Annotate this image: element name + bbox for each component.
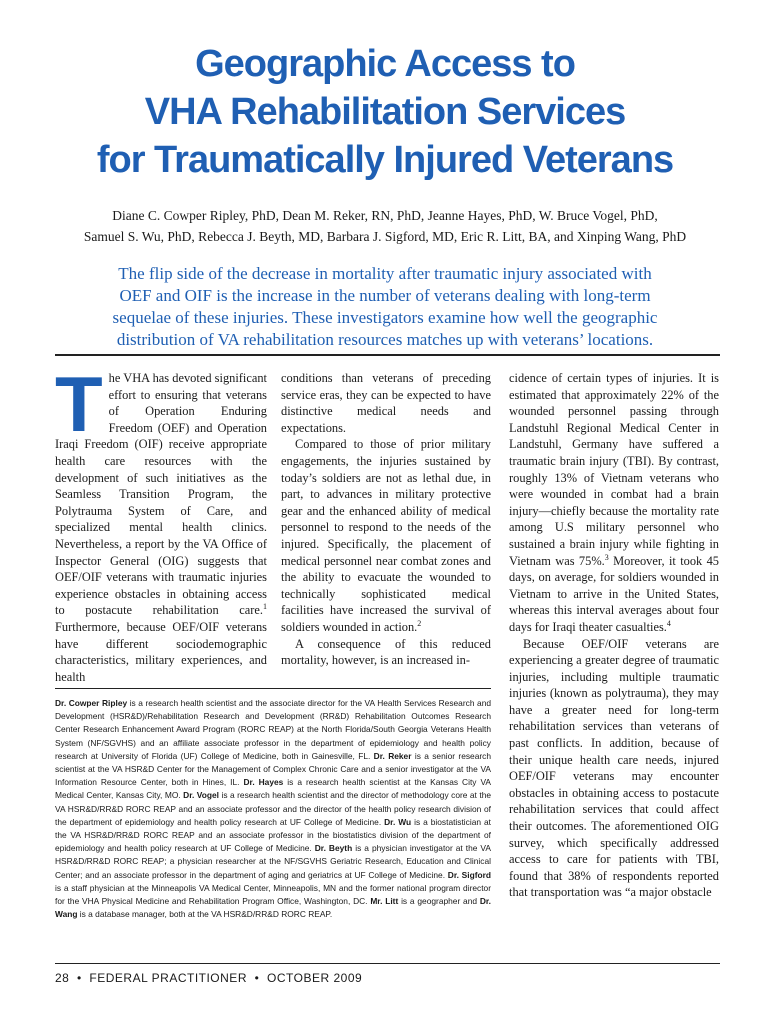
- reference-marker: 2: [417, 618, 422, 628]
- body-paragraph: [509, 370, 719, 636]
- bio-text: is a database manager, both at the VA HSR&D/RR&D RORC REAP.: [77, 909, 333, 920]
- author-bio: [55, 697, 491, 921]
- article-title: [0, 40, 770, 184]
- page-footer: [55, 971, 362, 985]
- deck-line-2: OEF and OIF is the increase in the number of veterans dealing with long-term: [119, 286, 651, 305]
- article-deck: [20, 263, 750, 351]
- bio-name: Mr. Litt: [370, 896, 399, 907]
- body-text: Moreover, it took 45 days, on average, for soldiers wounded in Vietnam to arrive in the United States, whereas this interval averages about four days for Iraqi theater casualties.: [509, 553, 719, 634]
- footer-divider: [55, 963, 720, 964]
- authors-line-1: Diane C. Cowper Ripley, PhD, Dean M. Reker, RN, PhD, Jeanne Hayes, PhD, W. Bruce Vogel, PhD,: [112, 208, 658, 223]
- body-paragraph: [281, 436, 491, 635]
- body-column-3: [509, 370, 719, 901]
- body-paragraph: [55, 360, 267, 685]
- authors-line-2: Samuel S. Wu, PhD, Rebecca J. Beyth, MD, Barbara J. Sigford, MD, Eric R. Litt, BA, and Xinping Wang, PhD: [83, 229, 687, 244]
- title-line-1: Geographic Access to: [195, 43, 575, 85]
- bio-name: Dr. Vogel: [183, 790, 219, 801]
- page-number: 28: [55, 971, 70, 985]
- journal-name: FEDERAL PRACTITIONER: [89, 971, 247, 985]
- body-column-1: [55, 360, 267, 685]
- bio-text: is a biostatistician at the VA HSR&D/RR&D RORC REAP and an associate professor in the biostatistics division of the department of epidemiology and health policy research at UF College of Medicine.: [55, 816, 491, 854]
- reference-marker: 4: [666, 618, 671, 628]
- bio-name: Dr. Beyth: [314, 843, 353, 854]
- bio-text: is a physician investigator at the VA HSR&D/RR&D RORC REAP; a physician researcher at the NF/SGVHS Geriatric Research, Education and Clinical Center; and an associate professor in the department of aging and geriatrics at UF College of Medicine.: [55, 843, 491, 880]
- body-paragraph: conditions than veterans of preceding service eras, they can be expected to have distinctive medical needs and expectations.: [281, 371, 491, 435]
- footer-separator: •: [254, 971, 260, 985]
- title-line-2: VHA Rehabilitation Services: [144, 91, 626, 133]
- body-text: he VHA has devoted significant effort to ensuring that veterans of Operation Enduring Freedom (OEF) and Operation Iraqi Freedom (OIF) receive appropriate health care resources with the development of such initiatives as the Seamless Transition Program, the Polytrauma System of Care, and specialized mental health clinics. Nevertheless, a report by the VA Office of Inspector General (OIG) suggests that OEF/OIF veterans with traumatic injuries experience obstacles in obtaining access to postacute rehabilitation care.: [55, 371, 267, 618]
- author-list: [20, 205, 750, 247]
- bio-name: Dr. Wu: [384, 816, 412, 827]
- bio-text: is a research health scientist at the Kansas City VA Medical Center, Kansas City, MO.: [55, 777, 491, 801]
- bio-text: is a senior research scientist at the VA HSR&D Center for the Management of Complex Chronic Care and a senior investigator at the VA Information Resource Center, both in Hines, IL.: [55, 750, 491, 788]
- deck-line-3: sequelae of these injuries. These investigators examine how well the geographic: [112, 308, 658, 327]
- body-text: cidence of certain types of injuries. It is estimated that approximately 22% of the wounded personnel passing through Landstuhl Regional Medical Center in Landstuhl, Germany have suffered a traumatic brain injury (TBI). By contrast, roughly 13% of Vietnam veterans who were wounded in combat had a brain injury—chiefly because the mortality rate among U.S military personnel who sustained a brain injury while fighting in Vietnam was 75%.: [509, 371, 719, 568]
- deck-line-4: distribution of VA rehabilitation resources matches up with veterans’ locations.: [116, 330, 654, 349]
- issue-date: OCTOBER 2009: [267, 971, 363, 985]
- top-divider: [55, 354, 720, 356]
- footer-separator: •: [77, 971, 82, 985]
- bio-text: is a research health scientist and the director of methodology core at the VA HSR&D/RR&D RORC REAP and an associate professor and the director of the health policy research division of the department of epidemiology and health policy research at UF College of Medicine.: [55, 790, 492, 827]
- bio-name: Dr. Cowper Ripley: [55, 698, 128, 708]
- body-paragraph: A consequence of this reduced mortality, however, is an increased in-: [281, 636, 491, 668]
- title-line-3: for Traumatically Injured Veterans: [96, 139, 674, 181]
- bio-name: Dr. Hayes: [243, 777, 284, 788]
- body-column-2: [281, 370, 491, 669]
- bio-name: Dr. Wang: [55, 896, 491, 920]
- bio-text: is a staff physician at the Minneapolis VA Medical Center, Minneapolis, MN and the former national program director for the VHA Physical Medicine and Rehabilitation Program Office, Washington, DC.: [55, 882, 491, 907]
- body-text: Furthermore, because OEF/OIF veterans have different sociodemographic characteristics, military experiences, and health: [55, 619, 267, 684]
- bio-text: is a research health scientist and the associate director for the VA Health Services Research and Development (HSR&D)/Rehabilitation Research and Development (RR&D) Rehabilitation Outcomes Research Center Research Enhancement Award Program (RORC REAP) at the North Florida/South Georgia Veterans Health System (NF/SGVHS) and an affiliate associate professor in the department of epidemiology and health policy research at University of Florida (UF) College of Medicine, both in Gainesville, FL.: [55, 698, 492, 761]
- deck-line-1: The flip side of the decrease in mortality after traumatic injury associated with: [118, 264, 652, 283]
- drop-cap: T: [55, 360, 103, 448]
- bio-divider: [55, 688, 491, 689]
- reference-marker: 1: [263, 602, 267, 612]
- body-paragraph: Because OEF/OIF veterans are experiencing a greater degree of traumatic injuries, including multiple traumatic injuries (known as polytrauma), they may have a greater need for long-term rehabilitation services than veterans of past conflicts. In addition, because of their unique health care needs, injured OEF/OIF veterans may encounter obstacles in obtaining access to postacute rehabilitation services that could affect their outcomes. The aforementioned OIG survey, which specifically addressed access to care for patients with TBI, found that 38% of respondents reported that transportation was “a major obstacle: [509, 636, 719, 900]
- body-text: Compared to those of prior military engagements, the injuries sustained by today’s soldiers are not as lethal due, in part, to advances in military protective gear and the enhanced ability of medical personnel to respond to the needs of the injured. Specifically, the placement of medical personnel near combat zones and the ability to evacuate the wounded to technically sophisticated medical facilities have increased the survival of soldiers wounded in action.: [281, 437, 491, 634]
- reference-marker: 3: [604, 552, 609, 562]
- bio-text: is a geographer and: [398, 896, 480, 907]
- bio-name: Dr. Sigford: [447, 869, 491, 880]
- bio-name: Dr. Reker: [373, 750, 412, 761]
